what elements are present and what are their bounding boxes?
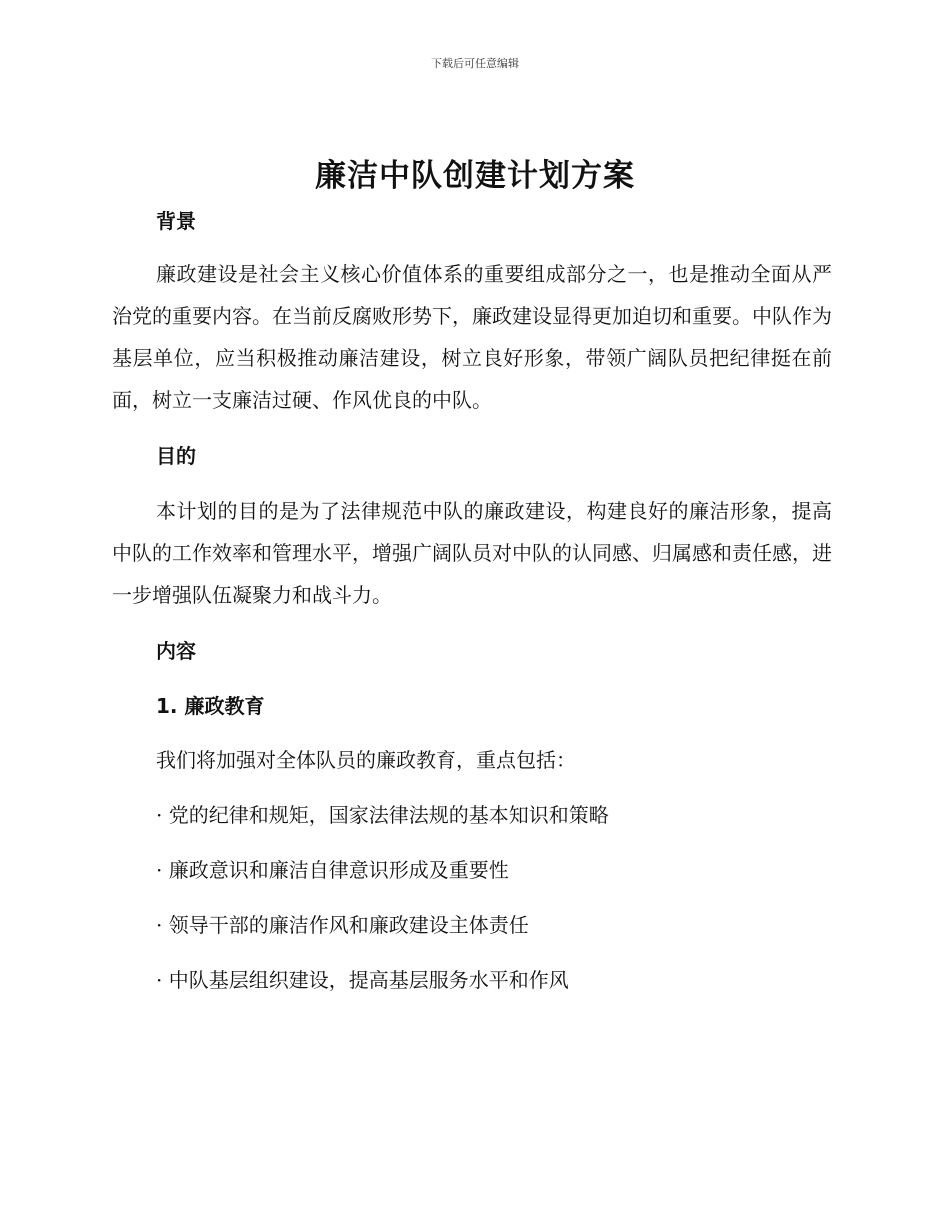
paragraph-purpose: 本计划的目的是为了法律规范中队的廉政建设，构建良好的廉洁形象，提高中队的工作效率和管理水平，增强广阔队员对中队的认同感、归属感和责任感，进一步增强队伍凝聚力和战斗力。 [112, 499, 832, 607]
heading-background: 背景 [156, 209, 196, 233]
document-title: 廉洁中队创建计划方案 [315, 158, 635, 194]
paragraph-background: 廉政建设是社会主义核心价值体系的重要组成部分之一，也是推动全面从严治党的重要内容。在当前反腐败形势下，廉政建设显得更加迫切和重要。中队作为基层单位，应当积极推动廉洁建设，树立良好形象，带领广阔队员把纪律挺在前面，树立一支廉洁过硬、作风优良的中队。 [112, 262, 832, 412]
heading-purpose: 目的 [156, 444, 196, 468]
list-item: · 廉政意识和廉洁自律意识形成及重要性 [156, 858, 509, 882]
page-header-note: 下载后可任意编辑 [431, 57, 519, 70]
list-item: · 党的纪律和规矩，国家法律法规的基本知识和策略 [156, 803, 609, 827]
list-item: · 中队基层组织建设，提高基层服务水平和作风 [156, 968, 569, 992]
section-1-intro: 我们将加强对全体队员的廉政教育，重点包括： [156, 748, 576, 772]
heading-section-1: 1. 廉政教育 [156, 694, 265, 718]
heading-content: 内容 [156, 639, 196, 663]
list-item: · 领导干部的廉洁作风和廉政建设主体责任 [156, 913, 529, 937]
